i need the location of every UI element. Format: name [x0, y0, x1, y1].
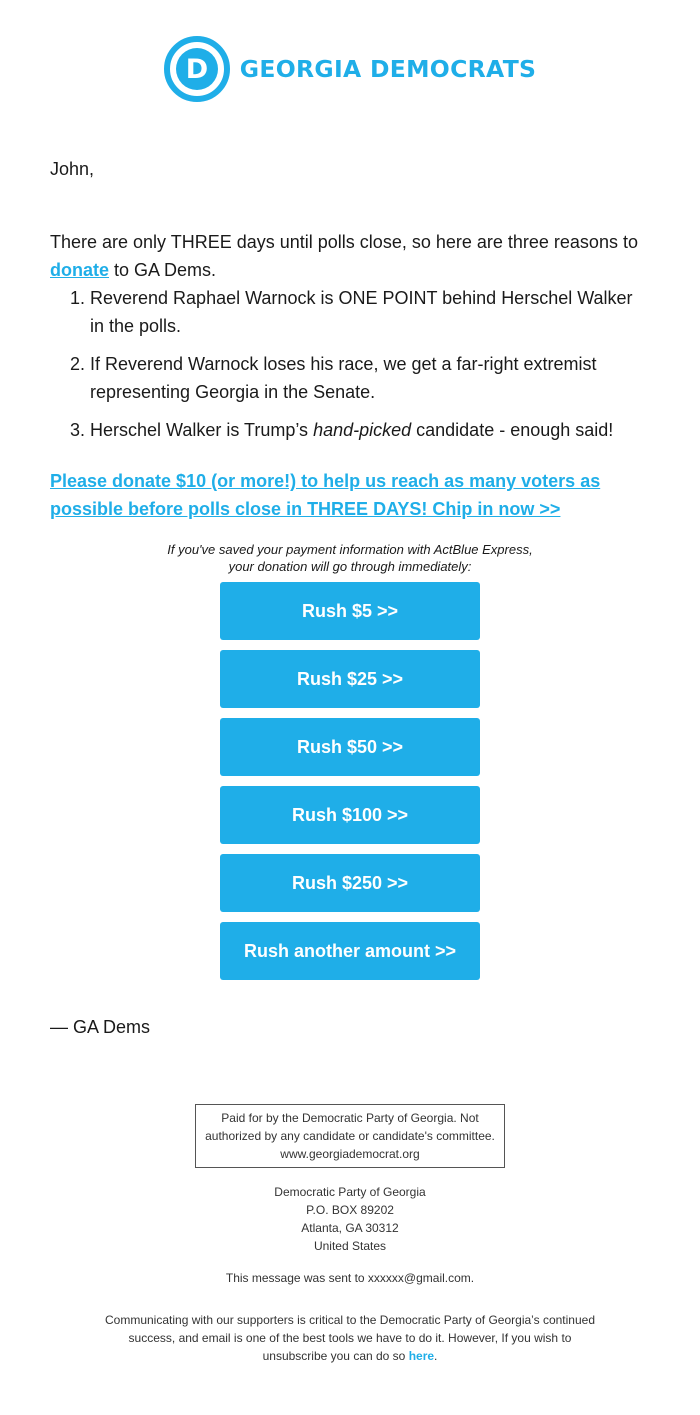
address-line: P.O. BOX 89202 — [306, 1203, 394, 1217]
recipient-email: xxxxxx@gmail.com — [367, 1271, 471, 1285]
paid-for-disclaimer: Paid for by the Democratic Party of Georgia. Not authorized by any candidate or candidate's committee. www.georgiademocrat.org — [195, 1104, 505, 1168]
reason-text-end: candidate - enough said! — [411, 420, 614, 440]
unsubscribe-period: . — [434, 1349, 438, 1363]
rush-100-button[interactable]: Rush $100 >> — [220, 786, 480, 844]
reason-emphasis: hand-picked — [313, 420, 412, 440]
georgia-democrats-logo-icon — [164, 36, 230, 102]
sent-to-label: This message was sent to — [225, 1271, 368, 1285]
signoff: — GA Dems — [50, 1017, 151, 1037]
address-line: United States — [313, 1239, 387, 1253]
sent-to-period: . — [470, 1271, 475, 1285]
reason-text: If Reverend Warnock loses his race, we get a far-right extremist representing Georgia in the Senate. — [90, 354, 597, 402]
greeting: John, — [50, 159, 95, 179]
donation-buttons — [220, 582, 480, 990]
address-line: Atlanta, GA 30312 — [301, 1221, 399, 1235]
express-note-line: your donation will go through immediately: — [228, 559, 472, 574]
logo-text: GEORGIA DEMOCRATS — [239, 55, 537, 83]
reason-item — [90, 350, 650, 406]
rush-250-button[interactable]: Rush $250 >> — [220, 854, 480, 912]
recipient-notice — [0, 1269, 700, 1287]
donate-link[interactable]: donate — [50, 260, 110, 280]
actblue-express-note — [50, 541, 650, 575]
chip-in-link[interactable]: Please donate $10 (or more!) to help us reach as many voters as possible before polls close in THREE DAYS! Chip in now >> — [50, 471, 601, 519]
unsubscribe-notice — [100, 1311, 600, 1365]
unsubscribe-link[interactable]: here — [408, 1349, 435, 1363]
rush-5-button[interactable]: Rush $5 >> — [220, 582, 480, 640]
reason-text-start: Herschel Walker is Trump’s — [90, 420, 314, 440]
reason-item — [90, 284, 650, 340]
call-to-action — [50, 467, 650, 523]
reasons-list — [50, 284, 650, 454]
email-header — [0, 34, 700, 104]
rush-25-button[interactable]: Rush $25 >> — [220, 650, 480, 708]
intro-paragraph — [50, 228, 650, 284]
intro-end-text: to GA Dems. — [109, 260, 217, 280]
reason-item — [90, 416, 650, 444]
logo-letter: D — [185, 54, 208, 85]
address-line: Democratic Party of Georgia — [274, 1185, 426, 1199]
unsubscribe-text: Communicating with our supporters is critical to the Democratic Party of Georgia’s continued success, and email is one of the best tools we have to do it. However, If you wish to unsubscribe you can do so — [105, 1313, 595, 1363]
mailing-address — [0, 1183, 700, 1255]
rush-50-button[interactable]: Rush $50 >> — [220, 718, 480, 776]
express-note-line: If you've saved your payment information with ActBlue Express, — [167, 542, 533, 557]
rush-another-amount-button[interactable]: Rush another amount >> — [220, 922, 480, 980]
reason-text: Reverend Raphael Warnock is ONE POINT behind Herschel Walker in the polls. — [90, 288, 633, 336]
intro-text: There are only THREE days until polls close, so here are three reasons to — [50, 232, 638, 252]
